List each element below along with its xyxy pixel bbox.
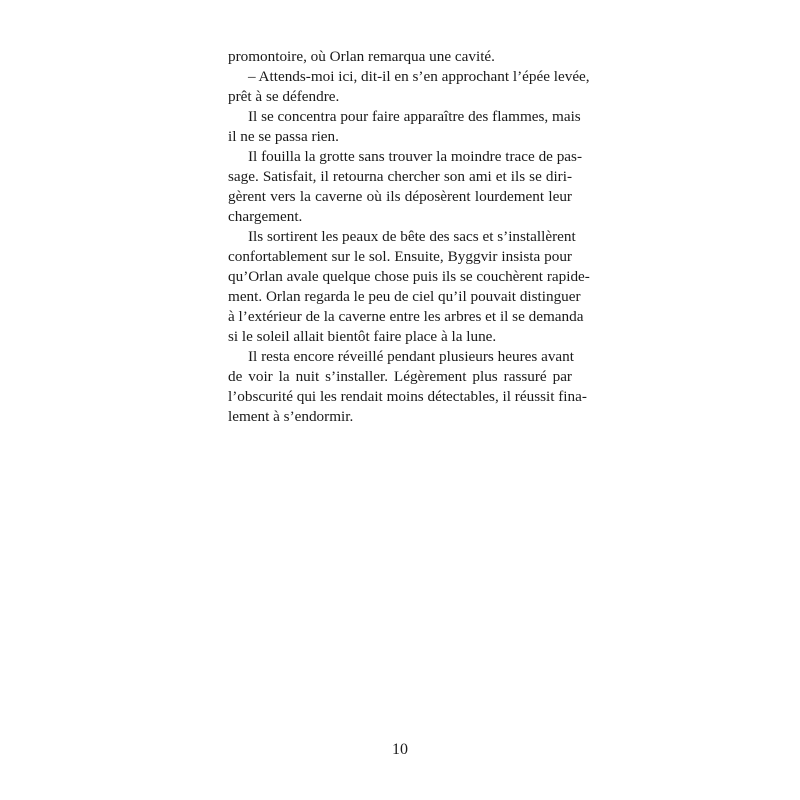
text-line: l’obscurité qui les rendait moins détectables, il réussit fina-: [228, 388, 587, 405]
text-line: Il resta encore réveillé pendant plusieurs heures avant: [248, 348, 574, 365]
text-line: lement à s’endormir.: [228, 408, 354, 425]
text-line: chargement.: [228, 208, 303, 225]
paragraph-5: [228, 227, 590, 347]
text-line: sage. Satisfait, il retourna chercher son ami et ils se diri-: [228, 168, 572, 185]
text-line: qu’Orlan avale quelque chose puis ils se couchèrent rapide-: [228, 268, 590, 285]
text-line: – Attends-moi ici, dit-il en s’en approchant l’épée levée,: [248, 68, 590, 85]
text-line: à l’extérieur de la caverne entre les arbres et il se demanda: [228, 308, 584, 325]
text-line: Ils sortirent les peaux de bête des sacs et s’installèrent: [248, 228, 576, 245]
paragraph-4: [228, 147, 582, 227]
paragraph-2: [228, 67, 590, 107]
body-text: [228, 47, 590, 427]
text-line: ment. Orlan regarda le peu de ciel qu’il pouvait distinguer: [228, 288, 581, 305]
text-line: il ne se passa rien.: [228, 128, 339, 145]
paragraph-1: [228, 47, 572, 67]
text-line: promontoire, où Orlan remarqua une cavité.: [228, 48, 495, 65]
text-line: Il fouilla la grotte sans trouver la moindre trace de pas-: [248, 148, 582, 165]
text-line: prêt à se défendre.: [228, 88, 340, 105]
paragraph-6: [228, 347, 587, 427]
text-line: Il se concentra pour faire apparaître des flammes, mais: [248, 108, 581, 125]
page-number: 10: [392, 741, 408, 758]
text-line: de voir la nuit s’installer. Légèrement plus rassuré par: [228, 368, 572, 385]
paragraph-3: [228, 107, 581, 147]
text-line: si le soleil allait bientôt faire place à la lune.: [228, 328, 497, 345]
text-line: gèrent vers la caverne où ils déposèrent lourdement leur: [228, 188, 572, 205]
text-line: confortablement sur le sol. Ensuite, Byggvir insista pour: [228, 248, 572, 265]
